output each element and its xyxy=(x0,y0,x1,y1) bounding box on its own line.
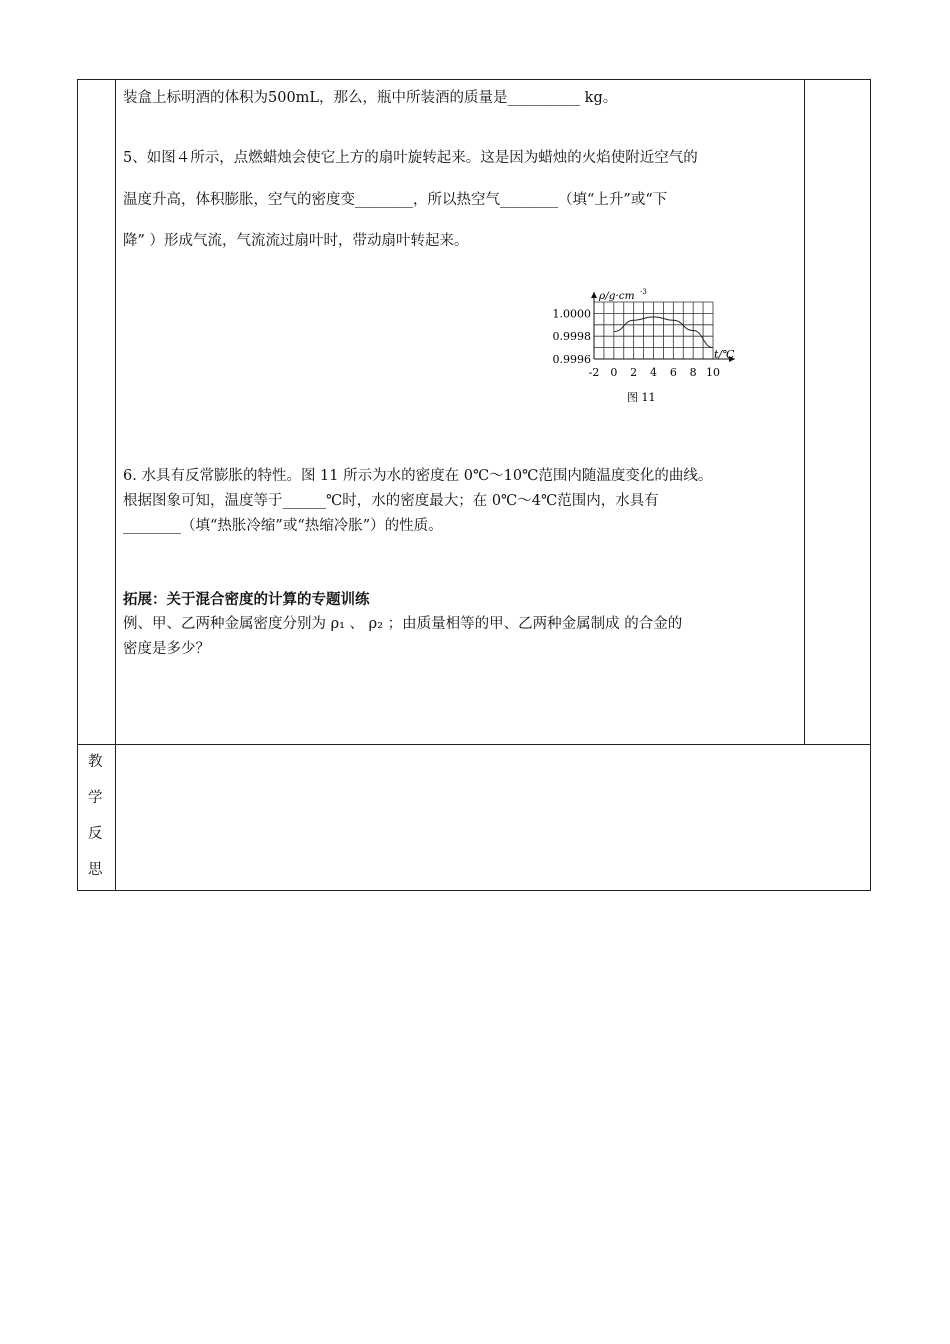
question-5-line-3: 降” ）形成气流，气流流过扇叶时，带动扇叶转起来。 xyxy=(123,233,469,249)
table-right-column-divider xyxy=(804,79,805,745)
table-left-border xyxy=(77,79,78,891)
x-tick-label: 2 xyxy=(630,366,638,379)
reflection-label-char-2: 学 xyxy=(88,790,103,806)
table-bottom-border xyxy=(77,890,871,891)
table-top-border xyxy=(77,79,871,80)
table-left-column-divider xyxy=(115,79,116,891)
extension-heading: 拓展：关于混合密度的计算的专题训练 xyxy=(123,591,370,608)
question-5-line-1: 5、如图４所示，点燃蜡烛会使它上方的扇叶旋转起来。这是因为蜡烛的火焰使附近空气的 xyxy=(123,150,698,166)
question-6-line-2: 根据图象可知，温度等于______℃时，水的密度最大；在 0℃～4℃范围内，水具有 xyxy=(123,493,659,509)
table-right-border xyxy=(870,79,871,891)
extension-example-line-1: 例、甲、乙两种金属密度分别为 ρ₁ 、 ρ₂ ；由质量相等的甲、乙两种金属制成 的合金的 xyxy=(123,616,683,632)
y-tick-label: 0.9998 xyxy=(552,330,591,344)
question-4-tail: 装盒上标明酒的体积为500mL，那么，瓶中所装酒的质量是__________ kg。 xyxy=(123,90,618,106)
y-tick-labels xyxy=(553,307,592,366)
question-5-line-2: 温度升高，体积膨胀，空气的密度变________，所以热空气________（填“上升”或“下 xyxy=(123,192,668,208)
x-tick-label: 0 xyxy=(610,366,618,379)
x-tick-label: 6 xyxy=(669,366,677,379)
x-tick-label: 4 xyxy=(650,366,657,379)
y-tick-label: 0.9996 xyxy=(552,353,591,366)
table-row-divider xyxy=(77,744,871,745)
extension-example-line-2: 密度是多少？ xyxy=(123,641,210,657)
x-tick-label: 8 xyxy=(689,366,697,379)
y-axis-label: ρ/g·cm xyxy=(599,290,635,302)
y-tick-label: 1.0000 xyxy=(552,307,591,321)
density-temperature-chart xyxy=(545,286,745,406)
y-axis-label-exponent: -3 xyxy=(640,288,647,296)
reflection-label-char-4: 思 xyxy=(88,862,103,878)
y-axis-arrow xyxy=(591,292,597,298)
x-tick-label: -2 xyxy=(588,366,600,379)
x-tick-labels xyxy=(589,366,720,379)
reflection-label-char-3: 反 xyxy=(88,826,103,842)
question-6-line-1: 6. 水具有反常膨胀的特性。图 11 所示为水的密度在 0℃～10℃范围内随温度变化的曲线。 xyxy=(123,468,713,484)
x-axis-label: t/℃ xyxy=(714,348,735,361)
figure-caption: 图 11 xyxy=(627,391,656,404)
question-6-line-3: ________（填“热胀冷缩”或“热缩冷胀”）的性质。 xyxy=(123,518,443,534)
reflection-label-char-1: 教 xyxy=(88,754,103,770)
x-tick-label: 10 xyxy=(706,366,720,379)
